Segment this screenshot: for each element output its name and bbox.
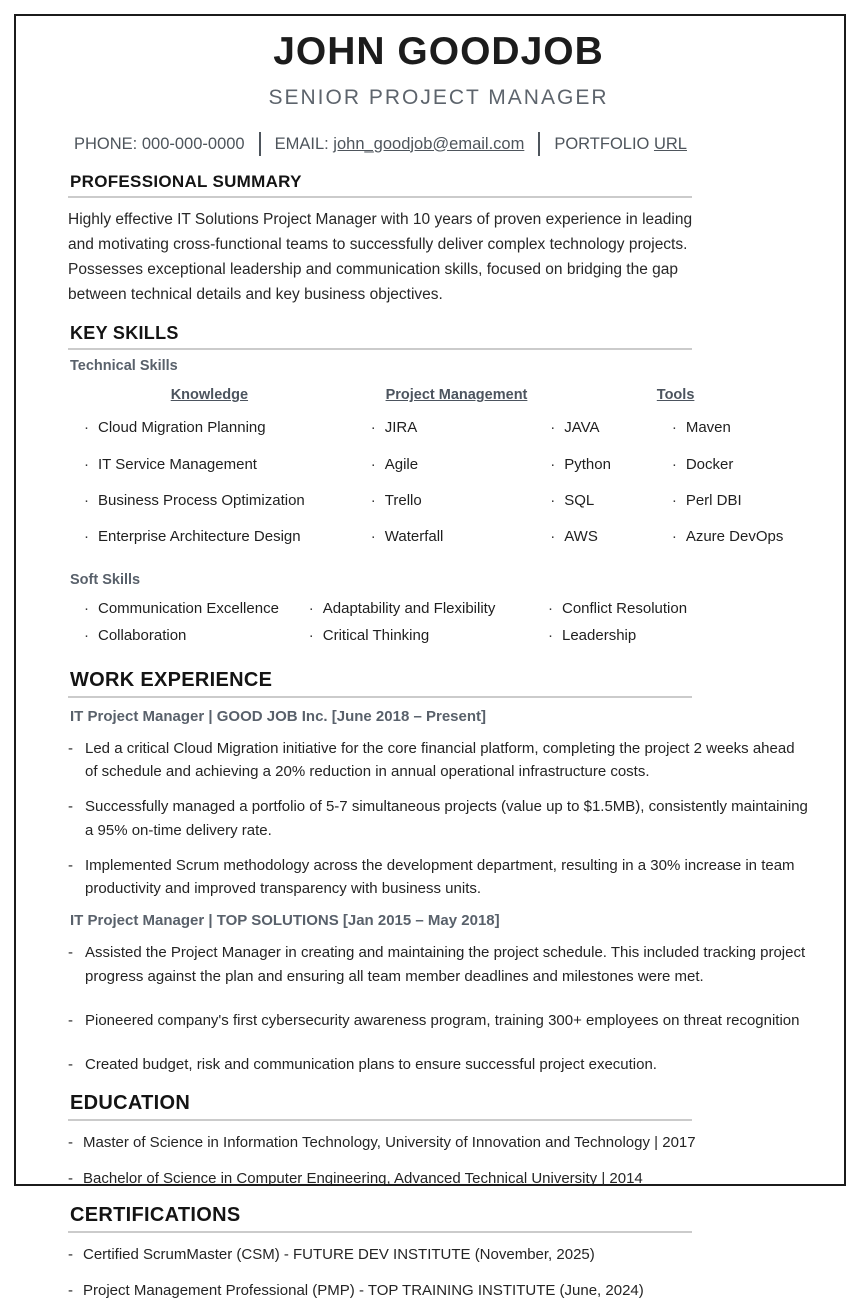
candidate-name: JOHN GOODJOB: [273, 30, 604, 73]
skill-label: Maven: [685, 419, 731, 437]
list-item: [84, 492, 335, 509]
list-item: [550, 492, 672, 509]
dash-icon: -: [68, 1281, 73, 1299]
dash-icon: -: [68, 798, 73, 816]
bullet-text: Successfully managed a portfolio of 5-7 simultaneous projects (value up to $1.5MB), consistently maintaining a 95% on-time delivery rate.: [85, 798, 808, 839]
dash-icon: -: [68, 1169, 73, 1187]
technical-skills-grid: [68, 387, 809, 564]
summary-heading: PROFESSIONAL SUMMARY: [68, 172, 692, 198]
certification-text: Certified ScrumMaster (CSM) - FUTURE DEV INSTITUTE (November, 2025): [83, 1246, 595, 1264]
list-item: [672, 528, 809, 545]
bullet-dot-icon: ·: [550, 419, 556, 437]
list-item: [548, 627, 809, 644]
skill-label: Perl DBI: [685, 491, 742, 509]
skill-label: Enterprise Architecture Design: [98, 528, 301, 546]
bullet-text: Implemented Scrum methodology across the development department, resulting in a 30% increase in team productivity and improved transparency with business units.: [85, 856, 795, 898]
list-item: [84, 627, 309, 644]
list-item: [68, 737, 809, 784]
list-item: [68, 1169, 809, 1189]
bullet-dot-icon: ·: [84, 528, 89, 546]
tools-header: Tools: [656, 387, 695, 404]
education-heading: EDUCATION: [68, 1092, 692, 1121]
tools-column: [542, 387, 809, 564]
bullet-text: Pioneered company's first cybersecurity awareness program, training 300+ employees on threat recognition: [85, 1011, 800, 1029]
key-skills-heading: KEY SKILLS: [68, 323, 692, 350]
bullet-text: Led a critical Cloud Migration initiative for the core financial platform, completing the project 2 weeks ahead of schedule and achieving a 20% reduction in annual operational infrastructure costs.: [85, 739, 795, 781]
bullet-dot-icon: ·: [548, 600, 553, 618]
skill-label: Azure DevOps: [685, 528, 784, 546]
skill-label: Conflict Resolution: [562, 600, 688, 618]
tools-subcolumns: [542, 419, 809, 564]
skill-label: Communication Excellence: [98, 600, 279, 618]
list-item: [371, 492, 542, 509]
list-item: [672, 456, 809, 473]
skill-label: Business Process Optimization: [98, 491, 305, 509]
soft-skills-grid: [68, 600, 809, 653]
list-item: [309, 627, 548, 644]
bullet-dot-icon: ·: [308, 626, 314, 644]
soft-skills-label: Soft Skills: [70, 572, 141, 589]
bullet-text: Created budget, risk and communication plans to ensure successful project execution.: [85, 1056, 657, 1074]
project-management-header: Project Management: [385, 387, 528, 404]
list-item: [68, 1053, 809, 1076]
skill-label: Leadership: [562, 626, 637, 644]
list-item: [68, 1133, 809, 1153]
bullet-dot-icon: ·: [671, 491, 677, 509]
section-certifications: [68, 1204, 809, 1300]
bullet-dot-icon: ·: [84, 455, 89, 473]
skill-label: Python: [564, 455, 611, 473]
section-professional-summary: [68, 172, 809, 307]
job-title: IT Project Manager | GOOD JOB Inc. [June 2018 – Present]: [70, 707, 486, 725]
list-item: [309, 600, 548, 617]
skill-label: JIRA: [384, 419, 418, 437]
list-item: [68, 854, 809, 901]
skill-label: Adaptability and Flexibility: [322, 600, 496, 618]
summary-text: Highly effective IT Solutions Project Manager with 10 years of proven experience in leading and motivating cross-functional teams to successfully deliver complex technology projects. Possesses exceptional leadership and communication skills, focused on bridging the gap between technical details and key business objectives.: [68, 211, 693, 304]
skill-label: Cloud Migration Planning: [98, 419, 266, 437]
job-bullets: [68, 941, 809, 1076]
dash-icon: -: [68, 739, 73, 757]
knowledge-column: [68, 387, 335, 564]
project-management-column: [335, 387, 542, 564]
soft-skills-column-2: [309, 600, 548, 653]
dash-icon: -: [68, 1246, 73, 1264]
tools-subcolumn-2: [672, 419, 809, 564]
bullet-dot-icon: ·: [370, 455, 376, 473]
skill-label: Critical Thinking: [322, 626, 430, 644]
list-item: [68, 795, 809, 842]
email-label: EMAIL:: [274, 134, 334, 153]
skill-label: Docker: [685, 455, 734, 473]
education-text: Bachelor of Science in Computer Engineering, Advanced Technical University | 2014: [83, 1169, 643, 1187]
candidate-title: SENIOR PROJECT MANAGER: [268, 86, 609, 109]
dash-icon: -: [68, 1134, 73, 1152]
section-key-skills: [68, 323, 809, 653]
list-item: [371, 528, 542, 545]
contact-divider: [538, 132, 540, 156]
list-item: [84, 419, 335, 436]
bullet-dot-icon: ·: [308, 600, 314, 618]
list-item: [548, 600, 809, 617]
list-item: [68, 941, 809, 988]
list-item: [84, 456, 335, 473]
list-item: [68, 1009, 809, 1032]
dash-icon: -: [68, 1056, 73, 1074]
section-work-experience: [68, 669, 809, 1077]
bullet-dot-icon: ·: [550, 491, 556, 509]
email-link[interactable]: john_goodjob@email.com: [333, 134, 525, 153]
bullet-dot-icon: ·: [84, 491, 89, 509]
skill-label: AWS: [564, 528, 598, 546]
phone-text: PHONE: 000-000-0000: [74, 134, 245, 153]
bullet-dot-icon: ·: [370, 528, 376, 546]
bullet-dot-icon: ·: [550, 455, 556, 473]
section-education: [68, 1092, 809, 1188]
job-bullets: [68, 737, 809, 901]
list-item: [68, 1245, 809, 1265]
tools-subcolumn-1: [550, 419, 672, 564]
knowledge-header: Knowledge: [170, 387, 249, 404]
soft-skills-column-3: [548, 600, 809, 653]
bullet-dot-icon: ·: [84, 419, 89, 437]
bullet-dot-icon: ·: [548, 626, 553, 644]
contact-row: [68, 132, 809, 156]
skill-label: Trello: [384, 491, 422, 509]
list-item: [550, 528, 672, 545]
skill-label: Waterfall: [384, 528, 444, 546]
skill-label: IT Service Management: [98, 455, 257, 473]
contact-divider: [259, 132, 261, 156]
list-item: [68, 1281, 809, 1300]
skill-label: SQL: [564, 491, 595, 509]
bullet-dot-icon: ·: [671, 528, 677, 546]
bullet-dot-icon: ·: [84, 626, 89, 644]
list-item: [672, 419, 809, 436]
skill-label: Agile: [384, 455, 419, 473]
bullet-dot-icon: ·: [671, 455, 677, 473]
bullet-text: Assisted the Project Manager in creating and maintaining the project schedule. This included tracking project progress against the plan and ensuring all team member deadlines and milestones were met.: [85, 944, 806, 985]
list-item: [672, 492, 809, 509]
bullet-dot-icon: ·: [370, 491, 376, 509]
list-item: [550, 456, 672, 473]
dash-icon: -: [68, 856, 73, 874]
bullet-dot-icon: ·: [84, 600, 89, 618]
technical-skills-label: Technical Skills: [70, 358, 178, 375]
work-experience-heading: WORK EXPERIENCE: [68, 669, 692, 698]
certification-text: Project Management Professional (PMP) - TOP TRAINING INSTITUTE (June, 2024): [83, 1281, 644, 1299]
skill-label: Collaboration: [98, 626, 187, 644]
soft-skills-column-1: [84, 600, 309, 653]
dash-icon: -: [68, 1011, 73, 1029]
list-item: [84, 528, 335, 545]
bullet-dot-icon: ·: [370, 419, 376, 437]
bullet-dot-icon: ·: [550, 528, 556, 546]
certifications-heading: CERTIFICATIONS: [68, 1204, 692, 1233]
education-list: [68, 1133, 809, 1188]
dash-icon: -: [68, 944, 73, 962]
portfolio-url-link[interactable]: URL: [653, 134, 687, 153]
skill-label: JAVA: [564, 419, 600, 437]
portfolio-label: PORTFOLIO: [554, 134, 654, 153]
list-item: [550, 419, 672, 436]
job-title: IT Project Manager | TOP SOLUTIONS [Jan 2015 – May 2018]: [70, 912, 500, 930]
bullet-dot-icon: ·: [671, 419, 677, 437]
list-item: [371, 419, 542, 436]
certifications-list: [68, 1245, 809, 1300]
list-item: [371, 456, 542, 473]
education-text: Master of Science in Information Technology, University of Innovation and Technology | 2017: [83, 1134, 696, 1152]
list-item: [84, 600, 309, 617]
